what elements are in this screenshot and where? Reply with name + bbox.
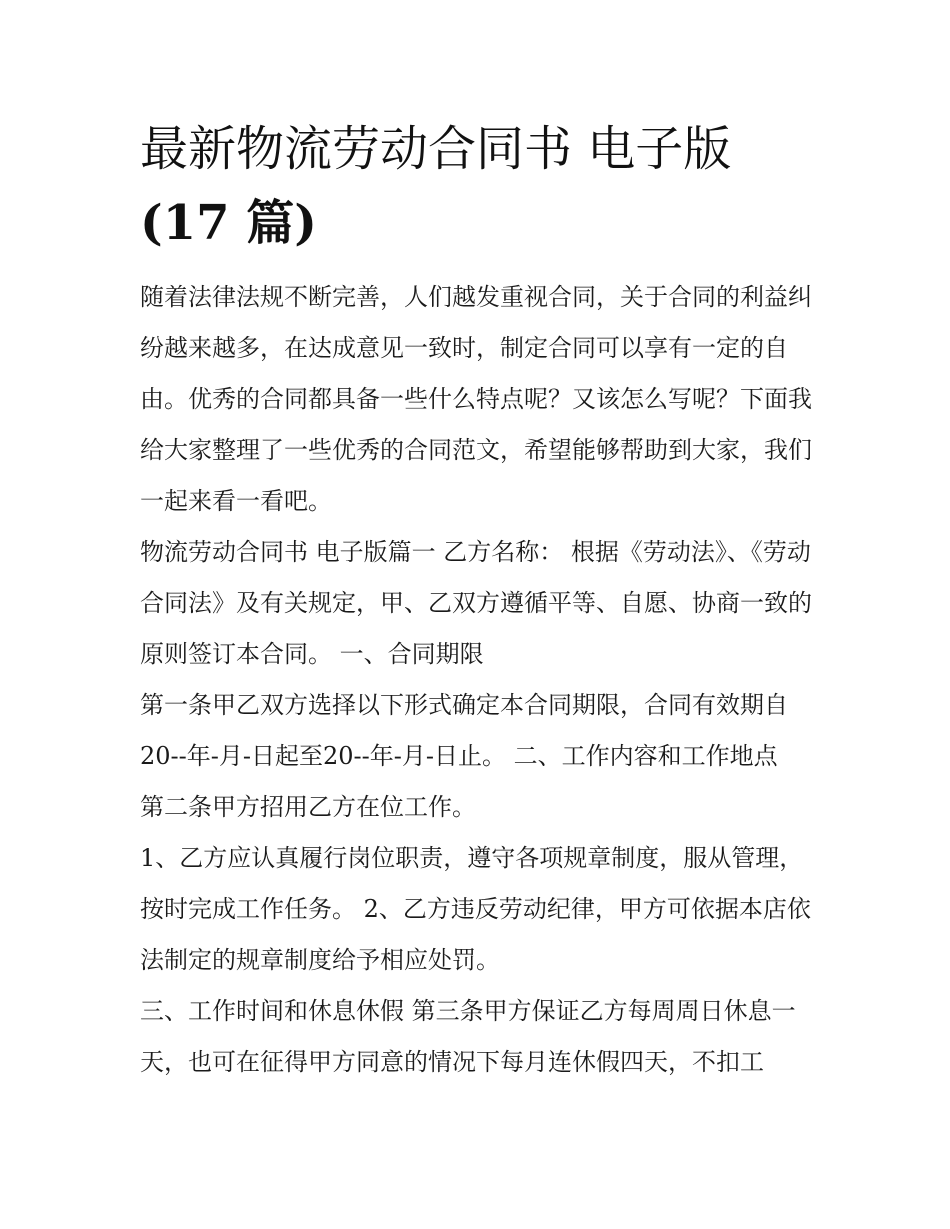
title-line-1: 最新物流劳动合同书 电子版	[140, 121, 732, 177]
clause-2-paragraph: 第二条甲方招用乙方在位工作。	[140, 793, 476, 821]
working-hours-paragraph: 三、工作时间和休息休假 第三条甲方保证乙方每周周日休息一天，也可在征得甲方同意的情况下每月连休假四天，不扣工	[140, 997, 796, 1076]
title-line-2: (17 篇)	[140, 195, 317, 251]
intro-paragraph: 随着法律法规不断完善，人们越发重视合同，关于合同的利益纠纷越来越多，在达成意见一致时，制定合同可以享有一定的自由。优秀的合同都具备一些什么特点呢？又该怎么写呢？下面我给大家整理了一些优秀的合同范文，希望能够帮助到大家，我们一起来看一看吧。	[140, 283, 812, 515]
duties-paragraph: 1、乙方应认真履行岗位职责，遵守各项规章制度，服从管理，按时完成工作任务。 2、乙方违反劳动纪律，甲方可依据本店依法制定的规章制度给予相应处罚。	[140, 844, 811, 974]
document-title	[140, 112, 820, 260]
clause-1-paragraph: 第一条甲乙双方选择以下形式确定本合同期限，合同有效期自20--年-月-日起至20--年-月-日止。 二、工作内容和工作地点	[140, 691, 788, 770]
contract-opening-paragraph: 物流劳动合同书 电子版篇一 乙方名称： 根据《劳动法》、《劳动合同法》及有关规定，甲、乙双方遵循平等、自愿、协商一致的原则签订本合同。 一、合同期限	[140, 538, 812, 668]
document-body	[140, 112, 820, 1088]
